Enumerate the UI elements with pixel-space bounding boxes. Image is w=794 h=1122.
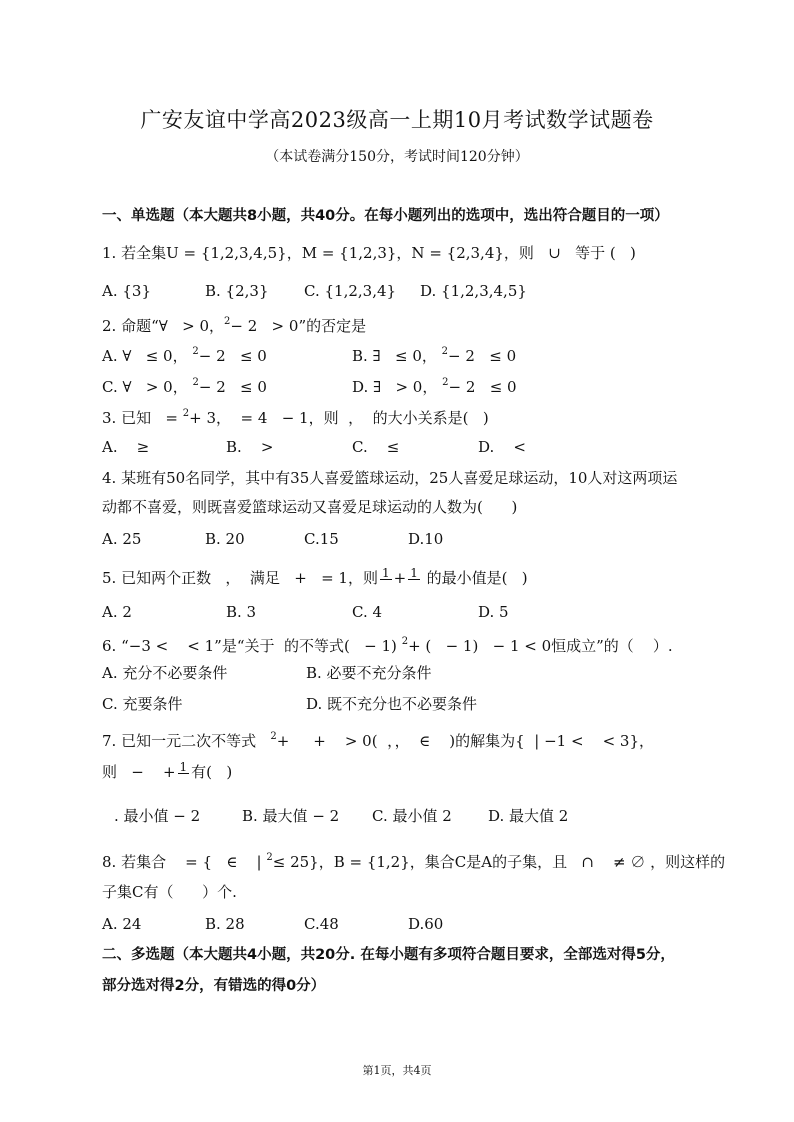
q2-stem-a: 2. 命题“∀ > 0， bbox=[102, 317, 224, 335]
q8-option-b: B. 28 bbox=[205, 915, 245, 933]
q8-stem-b: ≤ 25}，B = {1,2}，集合C是A的子集，且 ∩ ≠ ∅ ，则这样的 bbox=[272, 853, 726, 871]
superscript: 2 bbox=[442, 377, 449, 388]
q8-stem-line-2: 子集C有（ ）个. bbox=[102, 883, 237, 901]
fraction-denominator bbox=[178, 774, 190, 786]
q7-line2-a: 则 − + bbox=[102, 763, 176, 781]
plus-sign: + bbox=[393, 569, 407, 587]
q7-stem-line-2 bbox=[102, 758, 232, 786]
q3-option-c: C. ≤ bbox=[352, 438, 400, 456]
q1-option-d: D. {1,2,3,4,5} bbox=[420, 282, 527, 300]
q6-stem bbox=[102, 632, 673, 656]
q4-stem-line-2: 动都不喜爱，则既喜爱篮球运动又喜爱足球运动的人数为( ) bbox=[102, 498, 518, 516]
q4-option-b: B. 20 bbox=[205, 530, 245, 548]
fraction bbox=[380, 567, 392, 592]
q2-option-c bbox=[102, 373, 267, 397]
q2-stem-b: − 2 > 0”的否定是 bbox=[230, 317, 367, 335]
q3-stem-b: + 3， = 4 − 1，则 ， 的大小关系是( ) bbox=[189, 409, 489, 427]
superscript: 2 bbox=[441, 346, 449, 357]
q5-option-d: D. 5 bbox=[478, 603, 509, 621]
fraction-numerator: 1 bbox=[381, 565, 390, 580]
q8-stem bbox=[102, 848, 725, 872]
q7-stem-a: 7. 已知一元二次不等式 bbox=[102, 732, 257, 750]
q7-option-d: D. 最大值 2 bbox=[488, 807, 569, 825]
page-title: 广安友谊中学高2023级高一上期10月考试数学试题卷 bbox=[140, 108, 654, 132]
q5-stem-b: 的最小值是( ) bbox=[426, 569, 528, 587]
q2-option-b-text: B. ∃ ≤ 0， bbox=[352, 347, 437, 365]
q2-option-c-text-2: − 2 ≤ 0 bbox=[198, 378, 267, 396]
q8-option-c: C.48 bbox=[304, 915, 339, 933]
q2-stem bbox=[102, 312, 366, 336]
q6-stem-b: + ( − 1) − 1 < 0恒成立”的（ ）. bbox=[408, 637, 673, 655]
superscript: 2 bbox=[224, 316, 231, 327]
q6-option-d: D. 既不充分也不必要条件 bbox=[306, 695, 478, 713]
q1-option-c: C. {1,2,3,4} bbox=[304, 282, 397, 300]
q1-option-a: A. {3} bbox=[102, 282, 151, 300]
fraction-denominator bbox=[380, 580, 392, 592]
fraction-numerator: 1 bbox=[179, 759, 188, 774]
superscript: 2 bbox=[270, 731, 277, 742]
q2-option-a-text: A. ∀ ≤ 0， bbox=[102, 347, 188, 365]
q8-option-d: D.60 bbox=[408, 915, 444, 933]
q5-option-c: C. 4 bbox=[352, 603, 383, 621]
q6-option-b: B. 必要不充分条件 bbox=[306, 664, 432, 682]
section-1-heading: 一、单选题（本大题共8小题，共40分。在每小题列出的选项中，选出符合题目的一项） bbox=[102, 208, 669, 224]
superscript: 2 bbox=[182, 408, 190, 419]
fraction-denominator bbox=[408, 580, 420, 592]
q2-option-a-text-2: − 2 ≤ 0 bbox=[198, 347, 267, 365]
q5-stem-a: 5. 已知两个正数 ， 满足 + = 1，则 bbox=[102, 569, 378, 587]
fraction-numerator: 1 bbox=[410, 565, 418, 580]
q3-option-b: B. > bbox=[226, 438, 274, 456]
q3-option-a: A. ≥ bbox=[102, 438, 150, 456]
superscript: 2 bbox=[401, 636, 409, 647]
q3-option-d: D. < bbox=[478, 438, 526, 456]
q7-stem bbox=[102, 727, 654, 751]
q2-option-b bbox=[352, 342, 516, 366]
q7-option-c: C. 最小值 2 bbox=[372, 807, 452, 825]
q4-option-c: C.15 bbox=[304, 530, 339, 548]
q2-option-c-text: C. ∀ > 0， bbox=[102, 378, 188, 396]
q6-stem-a: 6. “−3 < < 1”是“关于 的不等式( − 1) bbox=[102, 637, 397, 655]
q2-option-d bbox=[352, 373, 517, 397]
q4-option-d: D.10 bbox=[408, 530, 444, 548]
q5-option-a: A. 2 bbox=[102, 603, 132, 621]
q5-option-b: B. 3 bbox=[226, 603, 257, 621]
q1-stem: 1. 若全集U = {1,2,3,4,5}，M = {1,2,3}，N = {2,3,4}，则 ∪ 等于 ( ) bbox=[102, 244, 636, 262]
superscript: 2 bbox=[192, 346, 199, 357]
q6-option-c: C. 充要条件 bbox=[102, 695, 183, 713]
superscript: 2 bbox=[266, 852, 273, 863]
q4-stem-line-1: 4. 某班有50名同学，其中有35人喜爱篮球运动，25人喜爱足球运动，10人对这两项运 bbox=[102, 469, 678, 487]
q6-option-a: A. 充分不必要条件 bbox=[102, 664, 228, 682]
section-2-heading-line-1: 二、多选题（本大题共4小题，共20分. 在每小题有多项符合题目要求，全部选对得5分， bbox=[102, 947, 675, 963]
q7-option-a: . 最小值 − 2 bbox=[114, 807, 201, 825]
q1-option-b: B. {2,3} bbox=[205, 282, 269, 300]
q2-option-b-text-2: − 2 ≤ 0 bbox=[448, 347, 517, 365]
fraction bbox=[408, 567, 420, 592]
q4-option-a: A. 25 bbox=[102, 530, 142, 548]
q5-stem bbox=[102, 564, 528, 592]
q3-stem bbox=[102, 404, 489, 428]
q7-option-b: B. 最大值 − 2 bbox=[242, 807, 340, 825]
q7-line2-b: 有( ) bbox=[191, 763, 233, 781]
section-2-heading-line-2: 部分选对得2分，有错选的得0分） bbox=[102, 978, 326, 994]
q3-stem-a: 3. 已知 = bbox=[102, 409, 178, 427]
q2-option-d-text-2: − 2 ≤ 0 bbox=[448, 378, 517, 396]
q2-option-a bbox=[102, 342, 267, 366]
page-footer: 第1页，共4页 bbox=[362, 1064, 432, 1077]
q8-option-a: A. 24 bbox=[102, 915, 142, 933]
q2-option-d-text: D. ∃ > 0， bbox=[352, 378, 438, 396]
page-subtitle: （本试卷满分150分，考试时间120分钟） bbox=[265, 149, 529, 165]
superscript: 2 bbox=[192, 377, 199, 388]
q8-stem-a: 8. 若集合 = { ∈ | bbox=[102, 853, 262, 871]
q7-stem-b: + + > 0( ，， ∈ )的解集为{ | −1 < < 3}， bbox=[276, 732, 655, 750]
fraction bbox=[178, 761, 190, 786]
